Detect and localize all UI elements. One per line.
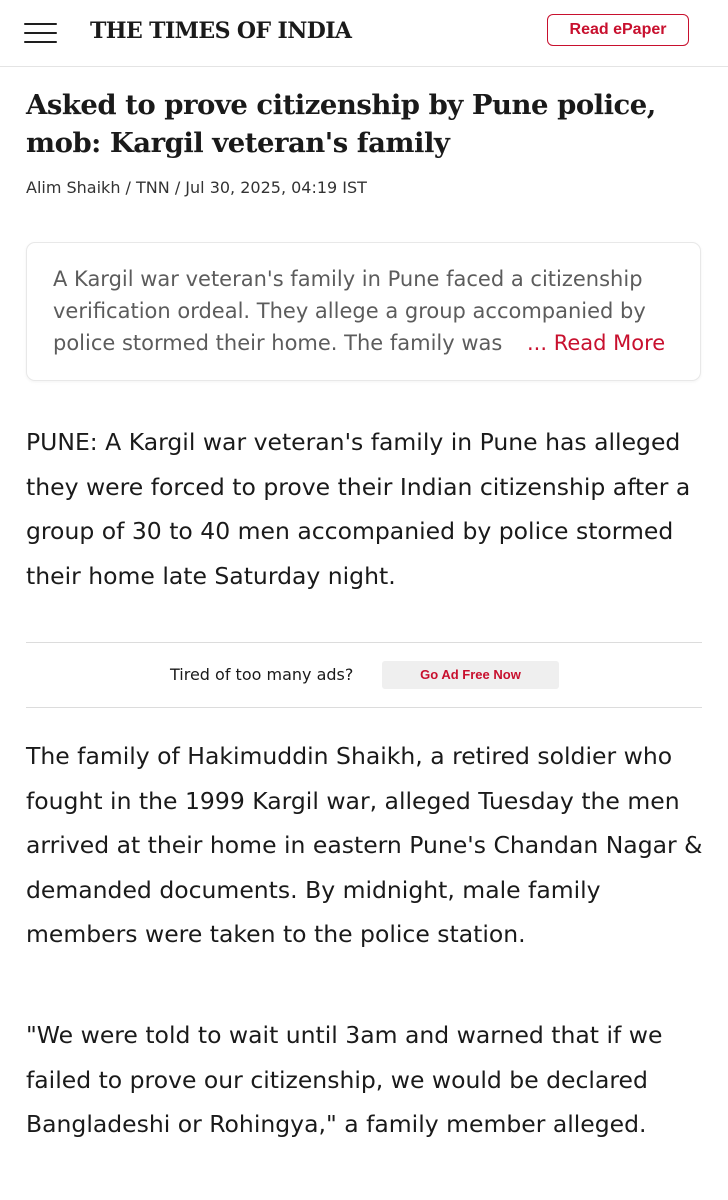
article-paragraph: The family of Hakimuddin Shaikh, a retired soldier who fought in the 1999 Kargil war, alleged Tuesday the men arrived at their home in eastern Pune's Chandan Nagar & demanded documents. By midnight, male family members were taken to the police station.: [26, 742, 703, 948]
article-summary-box: [26, 242, 701, 381]
go-ad-free-button[interactable]: Go Ad Free Now: [382, 661, 559, 689]
site-header: [0, 0, 728, 67]
read-epaper-button[interactable]: Read ePaper: [547, 14, 689, 46]
menu-bar: [24, 23, 57, 25]
read-more-link[interactable]: ... Read More: [521, 327, 669, 359]
article-byline: Alim Shaikh / TNN / Jul 30, 2025, 04:19 IST: [26, 178, 367, 197]
article-headline: Asked to prove citizenship by Pune police, mob: Kargil veteran's family: [26, 89, 656, 159]
hamburger-menu-icon[interactable]: [24, 22, 57, 43]
article-paragraph: PUNE: A Kargil war veteran's family in Pune has alleged they were forced to prove their Indian citizenship after a group of 30 to 40 men accompanied by police stormed their home late Saturday night.: [26, 428, 691, 590]
menu-bar: [24, 32, 57, 34]
ad-free-strip: [26, 642, 702, 708]
site-logo[interactable]: THE TIMES OF INDIA: [90, 18, 352, 44]
article-paragraph: "We were told to wait until 3am and warned that if we failed to prove our citizenship, we would be declared Bangladeshi or Rohingya," a family member alleged.: [26, 1021, 663, 1138]
ad-free-prompt: Tired of too many ads?: [170, 665, 354, 684]
menu-bar: [24, 41, 57, 43]
summary-text: A Kargil war veteran's family in Pune faced a citizenship verification ordeal. They allege a group accompanied by police stormed their home. The family was: [53, 267, 646, 355]
